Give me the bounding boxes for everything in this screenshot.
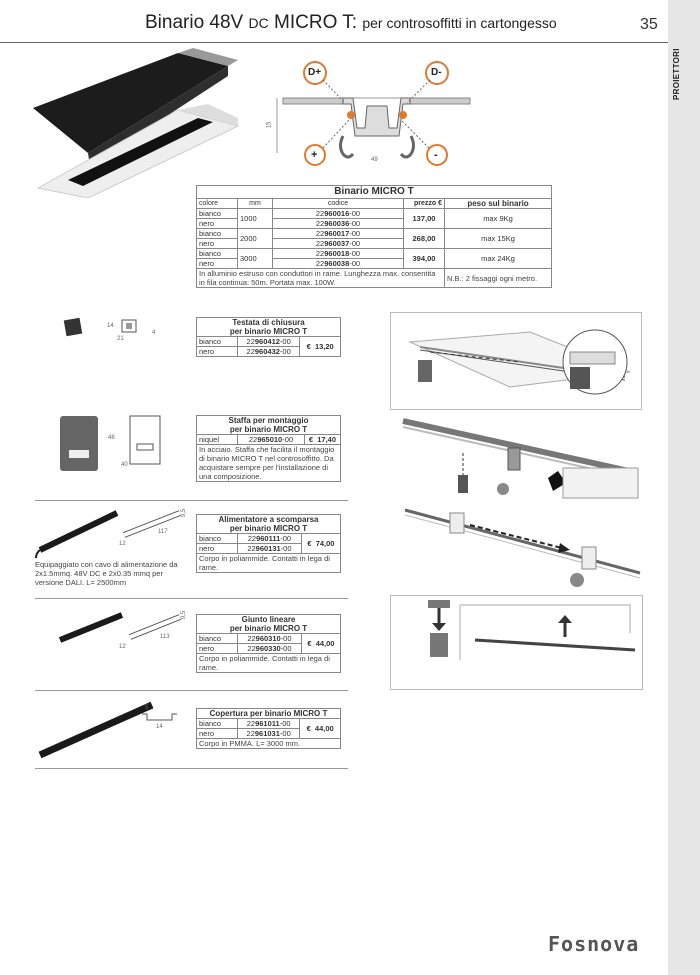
row-code: 22960037-00 (273, 239, 404, 249)
row-color: bianco (197, 249, 238, 259)
staffa-note: In acciaio. Staffa che facilita il montaggio di binario MICRO T nel controsoffitto. Da acquistare sempre per l'installazione di una composizione. (197, 445, 341, 482)
cross-section-diagram (265, 58, 485, 168)
copertura-title: Copertura per binario MICRO T (197, 709, 341, 719)
clip-left (341, 136, 354, 157)
row-code: 22961011-00 (238, 719, 300, 729)
main-table-note: In alluminio estruso con conduttori in rame. Lunghezza max. consentita in fila continua: 50m. Portata max. 100W. (197, 269, 445, 288)
testata-title: Testata di chiusura per binario MICRO T (197, 318, 341, 337)
row-color: nero (197, 544, 238, 554)
install-illustration-alim (400, 505, 643, 595)
bracket-right (582, 547, 596, 569)
row-code: 22960131-00 (238, 544, 302, 554)
row-color: niquel (197, 435, 238, 445)
row-code: 22960330-00 (238, 644, 302, 654)
testata-dim-14: 14 (107, 323, 114, 329)
alim-dim-117: 117 (158, 529, 168, 535)
alimentatore-price: € 74,00 (301, 534, 340, 554)
row-code: 22965010-00 (238, 435, 305, 445)
header-prezzo: prezzo € (404, 199, 445, 209)
page-number: 35 (640, 16, 658, 33)
staffa-photo (60, 416, 98, 471)
staffa-price: € 17,40 (304, 435, 340, 445)
copertura-photo (40, 705, 152, 755)
copertura-dim-5: 5 (145, 705, 149, 711)
bracket-left (450, 513, 464, 533)
section-tab-label: PROIETTORI (672, 48, 681, 100)
row-code: 22960111-00 (238, 534, 302, 544)
giunto-price: € 44,00 (301, 634, 340, 654)
row-color: nero (197, 644, 238, 654)
testata-drawing (55, 312, 165, 352)
alimentatore-note: Corpo in poliammide. Contatti in lega di rame. (197, 554, 341, 573)
row-color: nero (197, 347, 238, 357)
row-color: nero (197, 219, 238, 229)
copertura-profile (142, 714, 177, 720)
clip-right (401, 136, 414, 157)
row-code: 22960017-00 (273, 229, 404, 239)
ceiling-right (410, 98, 470, 104)
brand-logo: Fosnova (548, 932, 640, 956)
copertura-drawing (32, 700, 197, 760)
label-dminus: D- (431, 67, 442, 78)
row-code: 22960412-00 (238, 337, 300, 347)
alimentatore-title: Alimentatore a scomparsa per binario MICRO T (197, 515, 341, 534)
copertura-note: Corpo in PMMA. L= 3000 mm. (197, 739, 341, 749)
header-mm: mm (238, 199, 273, 209)
install-illustration-top (390, 312, 642, 410)
giunto-dim-113: 113 (160, 634, 170, 640)
alimentatore-table (196, 514, 341, 573)
row-weight: max 15Kg (445, 229, 552, 249)
testata-dim-21: 21 (117, 336, 124, 342)
row-code: 22960432-00 (238, 347, 300, 357)
divider (35, 598, 348, 599)
label-dplus: D+ (308, 67, 322, 78)
dim-width: 49 (371, 157, 378, 163)
divider (35, 690, 348, 691)
title-main: Binario 48V (145, 12, 244, 33)
row-weight: max 24Kg (445, 249, 552, 269)
conductor-right (399, 111, 407, 119)
header-peso: peso sul binario (445, 199, 552, 209)
main-product-table (196, 185, 552, 288)
staffa-drawing (55, 408, 175, 480)
alim-dim-95: 9,5 (181, 508, 188, 518)
row-code: 22960036-00 (273, 219, 404, 229)
giunto-dim-95: 9,5 (181, 610, 188, 620)
ceiling-left (283, 98, 343, 104)
joint-piece (430, 633, 448, 657)
row-color: bianco (197, 337, 238, 347)
header-codice: codice (273, 199, 404, 209)
dim-height: 15 (266, 121, 273, 129)
row-color: bianco (197, 229, 238, 239)
giunto-table (196, 614, 341, 673)
giunto-title: Giunto lineare per binario MICRO T (197, 615, 341, 634)
staffa-dim-40: 40 (121, 462, 128, 468)
sidebar-band (668, 0, 700, 975)
alimentatore-photo (40, 513, 117, 550)
row-code: 22961031-00 (238, 729, 300, 739)
row-color: bianco (197, 719, 238, 729)
row-code: 22960310-00 (238, 634, 302, 644)
testata-dim-4: 4 (152, 330, 156, 336)
giunto-photo (60, 615, 122, 640)
screw-piece (458, 475, 468, 493)
staffa-dim-48: 48 (108, 435, 115, 441)
row-color: nero (197, 259, 238, 269)
main-table-nb: N.B.: 2 fissaggi ogni metro. (445, 269, 552, 288)
row-weight: max 9Kg (445, 209, 552, 229)
rail-product-photo (28, 48, 248, 198)
header-colore: colore (197, 199, 238, 209)
page-title (145, 12, 557, 34)
install-illustration-giunto (390, 595, 643, 690)
title-product: MICRO T: (274, 12, 358, 33)
header-rule (0, 42, 668, 43)
row-mm: 2000 (238, 229, 273, 249)
row-color: nero (197, 729, 238, 739)
testata-photo (64, 318, 83, 337)
divider (35, 768, 348, 769)
main-table-title: Binario MICRO T (197, 186, 552, 199)
install-illustration-staffa (398, 413, 643, 503)
row-code: 22960038-00 (273, 259, 404, 269)
copertura-dim-14: 14 (156, 724, 163, 730)
alimentatore-drawing (32, 505, 197, 560)
alim-dim-12: 12 (119, 541, 126, 547)
giunto-dim-12: 12 (119, 644, 126, 650)
row-code: 22960016-00 (273, 209, 404, 219)
label-minus: - (434, 149, 438, 161)
row-color: bianco (197, 534, 238, 544)
title-subtitle: per controsoffitti in cartongesso (362, 15, 557, 31)
row-color: bianco (197, 209, 238, 219)
conductor-left (347, 111, 355, 119)
copertura-table (196, 708, 341, 749)
giunto-note: Corpo in poliammide. Contatti in lega di rame. (197, 654, 341, 673)
row-price: 268,00 (404, 229, 445, 249)
row-code: 22960018-00 (273, 249, 404, 259)
staffa-table (196, 415, 341, 482)
alimentatore-side-note: Equipaggiato con cavo di alimentazione da 2x1.5mmq. 48V DC e 2x0.35 mmq per versione DALI. L= 2500mm (35, 560, 178, 587)
row-color: bianco (197, 634, 238, 644)
testata-price: € 13,20 (300, 337, 341, 357)
divider (35, 500, 348, 501)
row-color: nero (197, 239, 238, 249)
title-dc: DC (248, 15, 269, 31)
bracket-piece (508, 448, 520, 470)
label-plus: + (311, 149, 318, 161)
row-mm: 1000 (238, 209, 273, 229)
testata-table (196, 317, 341, 357)
staffa-title: Staffa per montaggio per binario MICRO T (197, 416, 341, 435)
row-price: 394,00 (404, 249, 445, 269)
giunto-drawing (32, 605, 197, 660)
staffa-outline (130, 416, 160, 464)
section-tab[interactable] (668, 40, 700, 102)
row-mm: 3000 (238, 249, 273, 269)
row-price: 137,00 (404, 209, 445, 229)
endcap-piece (418, 360, 432, 382)
copertura-price: € 44,00 (300, 719, 341, 739)
